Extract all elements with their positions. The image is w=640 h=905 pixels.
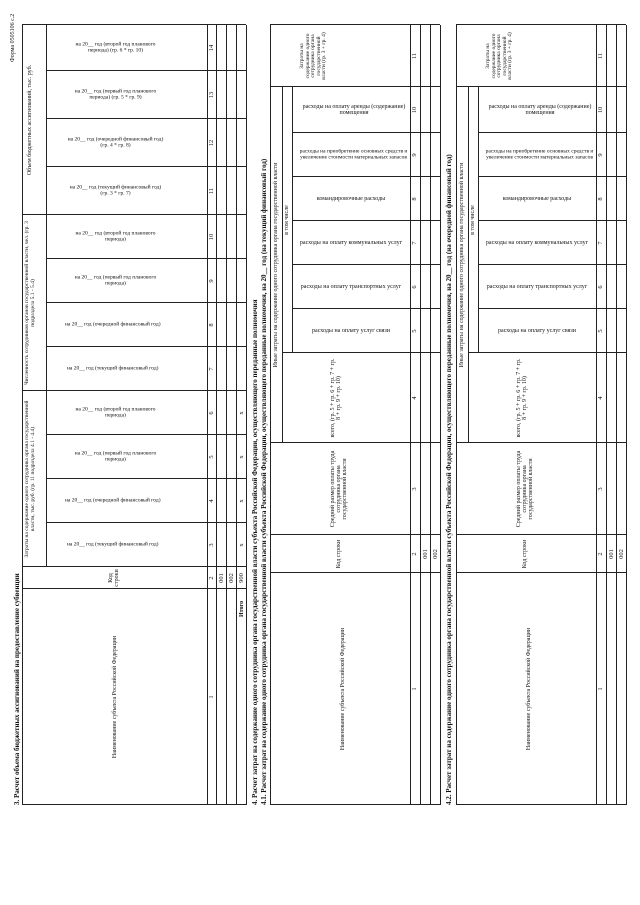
section-4-2-title: 4.2. Расчет затрат на содержание одного сотрудника органа государственной власти субъекта Российской Федерации, осуществляющего переданные полномочия, на 20__ год (на очередной финансовый год) bbox=[445, 154, 453, 805]
s3-sub-header-14: на 20__ год (второй год планового периода) (гр. 6 * гр. 10) bbox=[75, 41, 156, 53]
s3-sub-header-10: на 20__ год (второй год планового периода) bbox=[75, 230, 156, 242]
s3-sub-header-13: на 20__ год (первый год планового периода) (гр. 5 * гр. 9) bbox=[74, 88, 157, 100]
s3-col-number-11: 11 bbox=[208, 187, 215, 195]
s41-avg-salary-header: Средний размер оплаты труда сотрудника органа государственной власти bbox=[330, 450, 348, 528]
s3-sub-header-4: на 20__ год (очередной финансовый год) bbox=[64, 497, 161, 504]
s42-col-number-7: 7 bbox=[597, 241, 604, 245]
s3-total-mark: x bbox=[238, 411, 245, 415]
s41-row-code: 001 bbox=[422, 549, 429, 559]
s42-total-formula: всего, (гр. 5 + гр. 6 + гр. 7 + гр. 8 + гр. 9 + гр. 10) bbox=[516, 358, 528, 438]
s41-col-number-2: 2 bbox=[411, 552, 418, 556]
section-3-title: 3. Расчет объема бюджетных ассигнований на предоставление субвенции bbox=[13, 573, 21, 805]
s41-col-number-6: 6 bbox=[411, 285, 418, 289]
s3-code-header: Код строки bbox=[108, 569, 120, 587]
s42-col-number-6: 6 bbox=[597, 285, 604, 289]
s41-cost-total-header: Затраты на содержание одного сотрудника органа государственной власти (гр. 3 + гр. 4) bbox=[299, 32, 327, 80]
s42-col-number-4: 4 bbox=[597, 396, 604, 400]
s3-sub-header-7: на 20__ год (текущий финансовый год) bbox=[66, 365, 159, 372]
s41-col-number-1: 1 bbox=[411, 687, 418, 691]
s3-col-number-5: 5 bbox=[208, 455, 215, 459]
s41-col-number-10: 10 bbox=[411, 106, 418, 114]
s42-sub-col-8: командировочные расходы bbox=[502, 196, 572, 202]
s42-col-number-10: 10 bbox=[597, 106, 604, 114]
s42-avg-salary-header: Средний размер оплаты труда сотрудника органа государственной власти bbox=[516, 450, 534, 528]
s3-name-header: Наименование субъекта Российской Федерации bbox=[112, 635, 118, 759]
s41-total-formula: всего, (гр. 5 + гр. 6 + гр. 7 + гр. 8 + гр. 9 + гр. 10) bbox=[330, 358, 342, 438]
s42-row-code: 001 bbox=[608, 549, 615, 559]
s41-other-costs-header: Иные затраты на содержание одного сотрудника органа государственной власти bbox=[273, 162, 279, 368]
s42-col-number-2: 2 bbox=[597, 552, 604, 556]
s3-sub-header-11: на 20__ год (текущий финансовый год) (гр. 3 * гр. 7) bbox=[69, 184, 162, 196]
s41-sub-col-10: расходы на оплату аренды (содержание) помещения bbox=[302, 104, 406, 116]
s42-row-code: 002 bbox=[618, 549, 625, 559]
s42-col-number-8: 8 bbox=[597, 197, 604, 201]
s42-sub-col-9: расходы на приобретение основных средств и увеличение стоимости материальных запасов bbox=[485, 148, 594, 160]
s42-code-header: Код строки bbox=[522, 539, 528, 569]
s41-col-number-9: 9 bbox=[411, 153, 418, 157]
s3-total-code: 900 bbox=[238, 573, 245, 583]
s42-cost-total-header: Затраты на содержание одного сотрудника органа государственной власти (гр. 3 + гр. 4) bbox=[485, 32, 513, 80]
s3-col-number-12: 12 bbox=[208, 139, 215, 147]
s41-sub-col-5: расходы на оплату услуг связи bbox=[312, 328, 390, 334]
s3-sub-header-12: на 20__ год (очередной финансовый год) (гр. 4 * гр. 8) bbox=[67, 136, 164, 148]
s42-other-costs-header: Иные затраты на содержание одного сотрудника органа государственной власти bbox=[459, 162, 465, 368]
s42-name-header: Наименование субъекта Российской Федерации bbox=[526, 627, 532, 751]
s41-col-number-7: 7 bbox=[411, 241, 418, 245]
s3-col-number-9: 9 bbox=[208, 279, 215, 283]
s41-sub-col-6: расходы на оплату транспортных услуг bbox=[300, 284, 402, 290]
section-4-1-title: 4.1. Расчет затрат на содержание одного сотрудника органа государственной власти субъекта Российской Федерации, осуществляющего переданные полномочия, на 20__ год (на текущий финансовый год) bbox=[260, 158, 268, 805]
s41-row-code: 002 bbox=[432, 549, 439, 559]
s3-col-number-3: 3 bbox=[208, 543, 215, 547]
s41-col-number-3: 3 bbox=[411, 487, 418, 491]
s41-sub-col-7: расходы на оплату коммунальных услуг bbox=[299, 240, 403, 246]
s3-total-mark: x bbox=[238, 455, 245, 459]
s3-col-number-13: 13 bbox=[208, 91, 215, 99]
s42-in-that: в том числе bbox=[470, 205, 476, 235]
s3-row-code: 001 bbox=[218, 573, 225, 583]
form-code: Форма 0505106 с.2 bbox=[10, 13, 16, 62]
s41-col-number-11: 11 bbox=[411, 52, 418, 60]
section-4-title: 4. Расчет затрат на содержание одного сотрудника органа государственной власти субъекта Российской Федерации, осуществляющего переданные полномочия bbox=[251, 299, 259, 805]
s3-staff-group-header: Численность сотрудников органов государственной власти, чел. (гр. 3 подраздела 5.1 - 5.4) bbox=[24, 221, 36, 385]
s3-col-number-6: 6 bbox=[208, 411, 215, 415]
s3-costs-group-header: Затраты на содержание одного сотрудника органа государственной власти, тыс. руб. (гр. 11 подраздела 4.1 - 4.4) bbox=[24, 400, 36, 558]
s42-col-number-9: 9 bbox=[597, 153, 604, 157]
s3-col-number-7: 7 bbox=[208, 367, 215, 371]
s41-code-header: Код строки bbox=[336, 539, 342, 569]
s41-name-header: Наименование субъекта Российской Федерации bbox=[340, 627, 346, 751]
s42-col-number-5: 5 bbox=[597, 329, 604, 333]
s41-col-number-8: 8 bbox=[411, 197, 418, 201]
s3-col-number-2: 2 bbox=[208, 576, 215, 580]
s42-col-number-11: 11 bbox=[597, 52, 604, 60]
s3-sub-header-3: на 20__ год (текущий финансовый год) bbox=[66, 541, 159, 548]
s3-sub-header-5: на 20__ год (первый год планового периода) bbox=[74, 450, 157, 462]
s3-sub-header-9: на 20__ год (первый год планового периода) bbox=[74, 274, 157, 286]
s41-col-number-5: 5 bbox=[411, 329, 418, 333]
s42-col-number-3: 3 bbox=[597, 487, 604, 491]
s3-sub-header-6: на 20__ год (второй год планового периода) bbox=[75, 406, 156, 418]
s42-sub-col-5: расходы на оплату услуг связи bbox=[498, 328, 576, 334]
s42-sub-col-6: расходы на оплату транспортных услуг bbox=[486, 284, 588, 290]
s3-col-number-1: 1 bbox=[208, 695, 215, 699]
s42-col-number-1: 1 bbox=[597, 687, 604, 691]
s41-in-that: в том числе bbox=[284, 205, 290, 235]
s41-sub-col-8: командировочные расходы bbox=[316, 196, 386, 202]
s41-sub-col-9: расходы на приобретение основных средств и увеличение стоимости материальных запасов bbox=[299, 148, 408, 160]
s41-col-number-4: 4 bbox=[411, 396, 418, 400]
s3-col-number-14: 14 bbox=[208, 44, 215, 52]
s3-col-number-8: 8 bbox=[208, 323, 215, 327]
s3-total-mark: x bbox=[238, 499, 245, 503]
s42-sub-col-7: расходы на оплату коммунальных услуг bbox=[485, 240, 589, 246]
s3-total-label: Итого bbox=[239, 600, 245, 617]
s3-volume-group-header: Объем бюджетных ассигнований, тыс. руб. bbox=[27, 64, 33, 176]
s3-col-number-4: 4 bbox=[208, 499, 215, 503]
s3-total-mark: x bbox=[238, 543, 245, 547]
s42-sub-col-10: расходы на оплату аренды (содержание) помещения bbox=[488, 104, 592, 116]
s3-sub-header-8: на 20__ год (очередной финансовый год) bbox=[64, 321, 161, 328]
s3-col-number-10: 10 bbox=[208, 233, 215, 241]
s3-row-code: 002 bbox=[228, 573, 235, 583]
